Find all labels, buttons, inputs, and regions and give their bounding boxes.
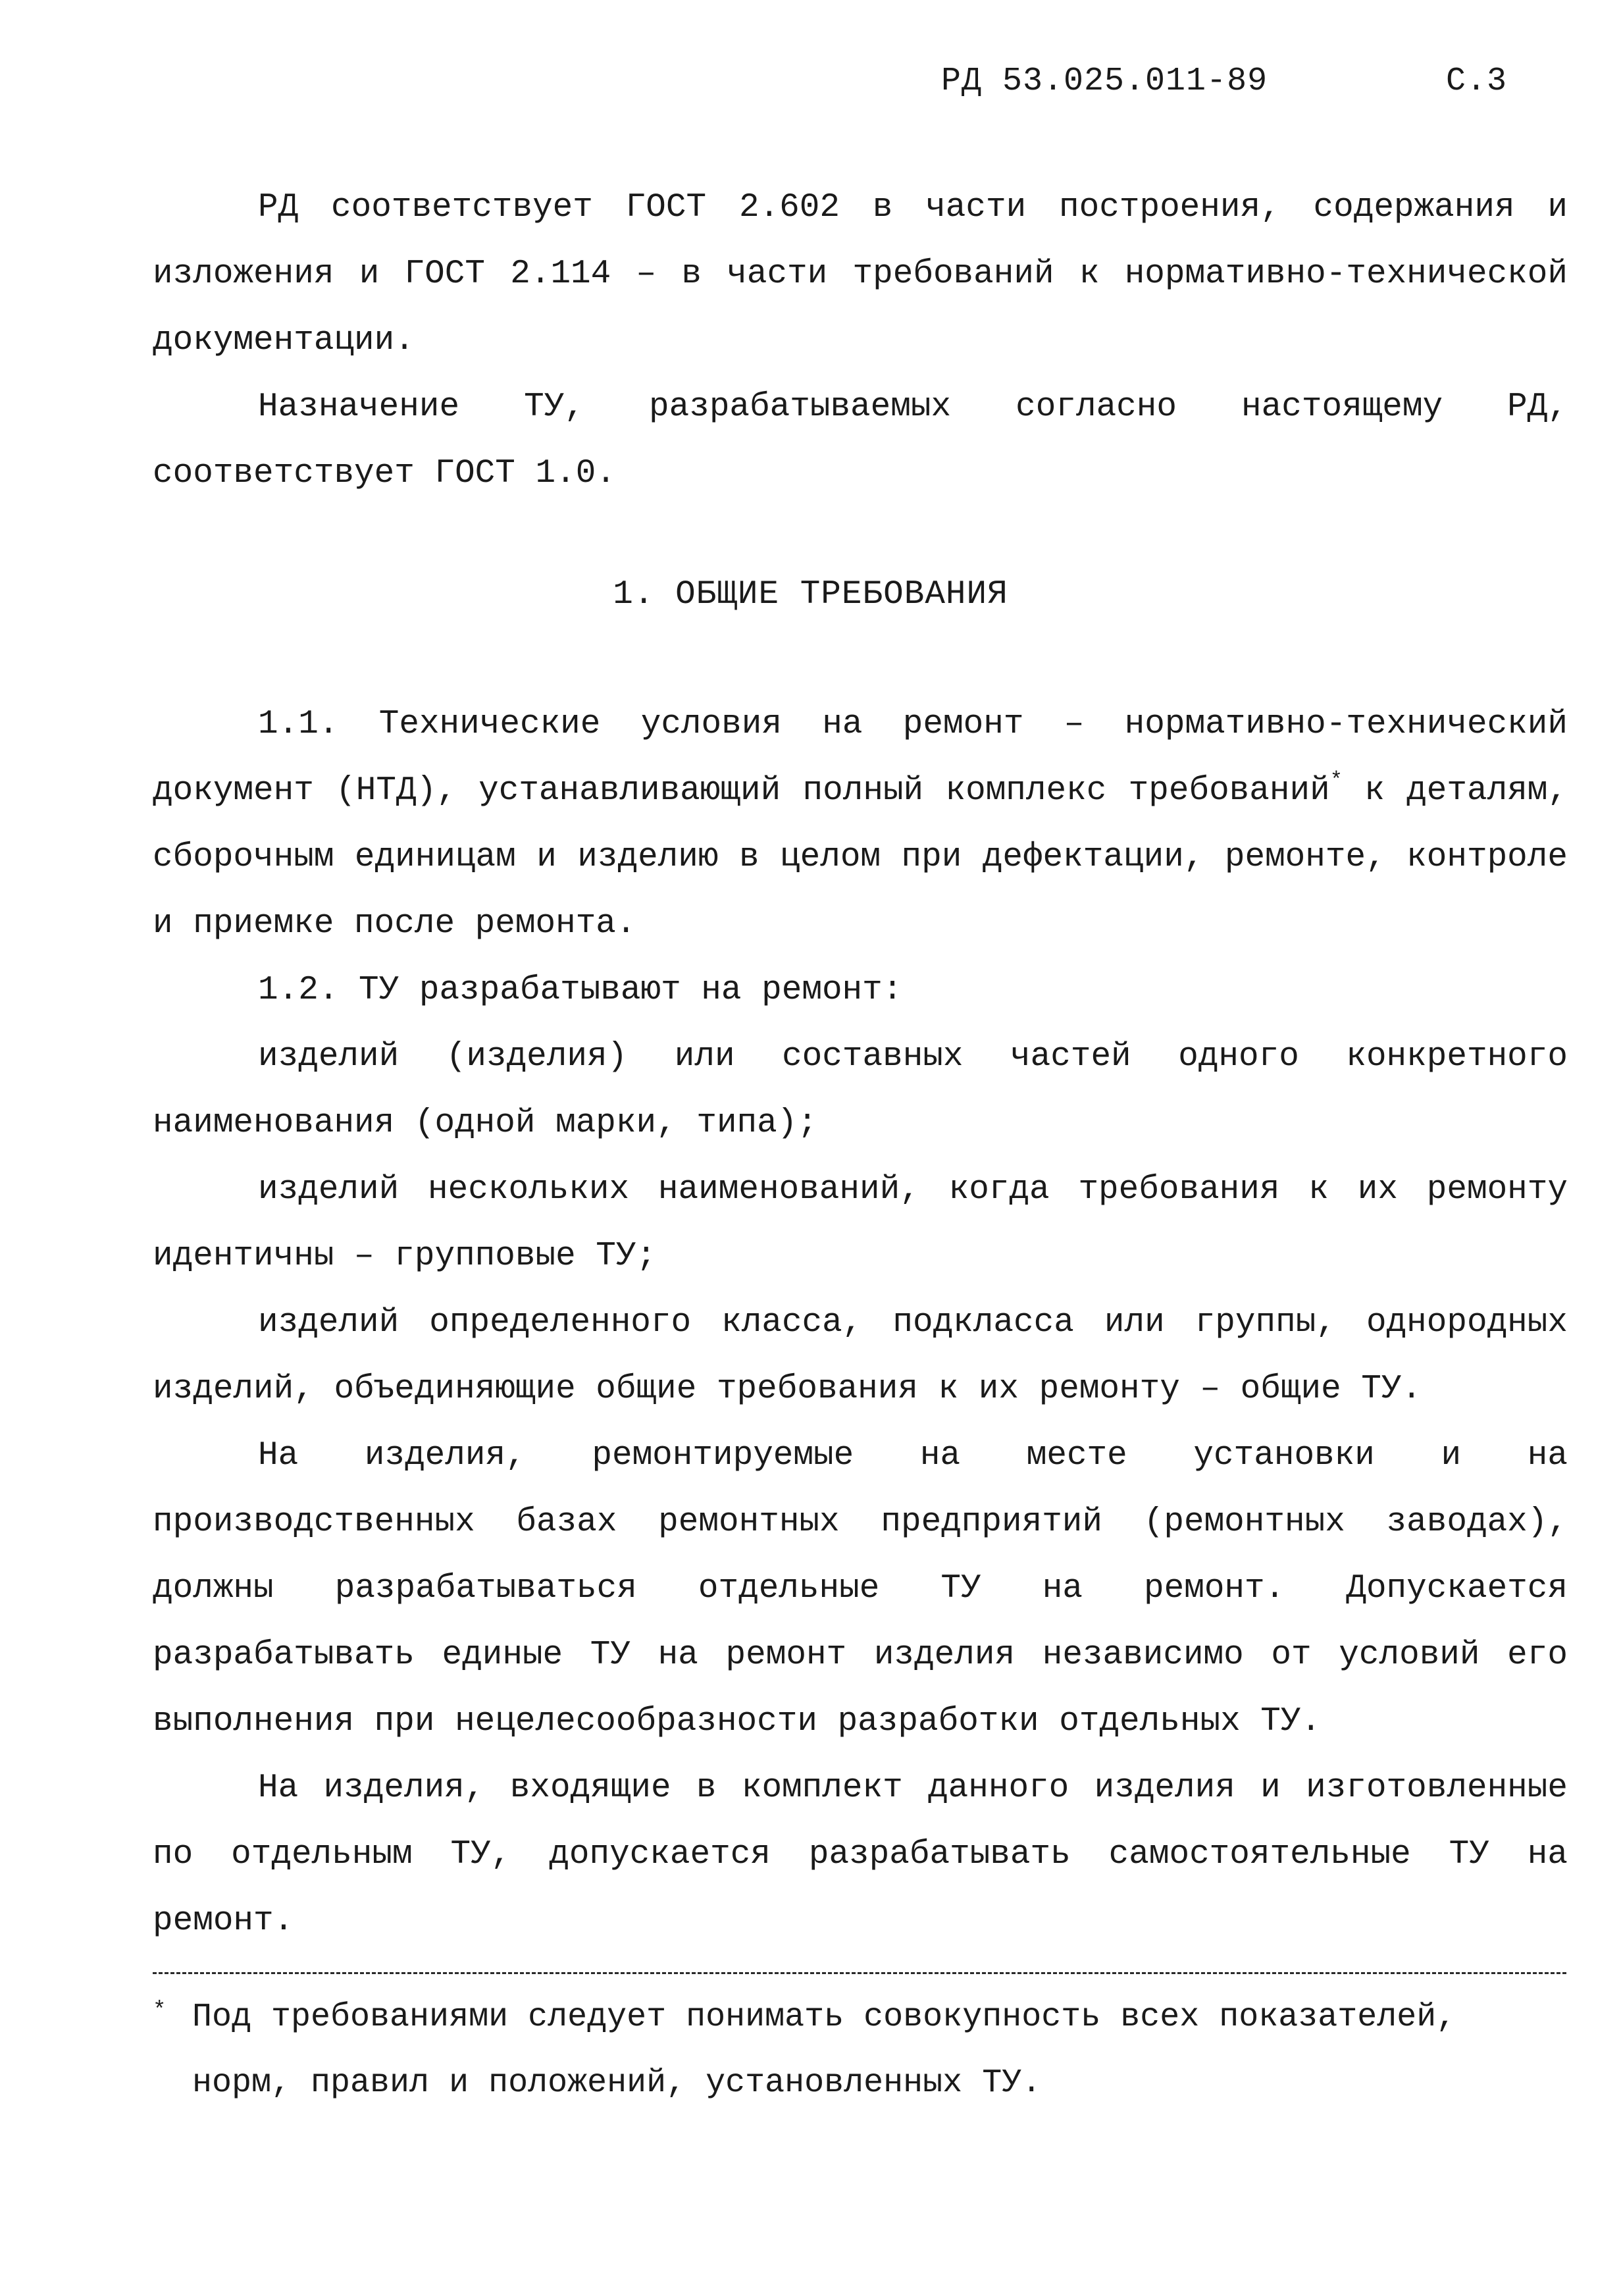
clause-1-1-text-continued: к деталям, сборочным единицам и изделию в целом при дефектации, ремонте, контроле и приемке после ремонта.: [153, 772, 1568, 943]
list-item-group-specs: изделий нескольких наименований, когда требования к их ремонту идентичны – групповые ТУ;: [153, 1171, 1568, 1275]
clause-1-1: [153, 691, 1568, 957]
page-header: [941, 63, 1507, 109]
footnote: [153, 1985, 1568, 2116]
page-number: С.3: [1445, 63, 1507, 100]
intro-paragraph-standards: РД соответствует ГОСТ 2.602 в части построения, содержания и изложения и ГОСТ 2.114 – в части требований к нормативно-технической документации.: [153, 189, 1568, 359]
clause-1-1-text: 1.1. Технические условия на ремонт – нормативно-технический документ (НТД), устанавливающий полный комплекс требований: [153, 706, 1568, 810]
intro-paragraph-purpose: Назначение ТУ, разрабатываемых согласно настоящему РД, соответствует ГОСТ 1.0.: [153, 388, 1568, 492]
section-title: 1. ОБЩИЕ ТРЕБОВАНИЯ: [613, 576, 1008, 613]
document-code: РД 53.025.011-89: [941, 63, 1268, 100]
footnote-divider: [153, 1972, 1566, 1974]
footnote-mark: *: [153, 1998, 167, 2023]
clause-1-2: 1.2. ТУ разрабатывают на ремонт:: [258, 972, 903, 1009]
paragraph-installation-site-repair: На изделия, ремонтируемые на месте установки и на производственных базах ремонтных предприятий (ремонтных заводах), должны разрабатываться отдельные ТУ на ремонт. Допускается разрабатывать единые ТУ на ремонт изделия независимо от условий его выполнения при нецелесообразности разработки отдельных ТУ.: [153, 1437, 1568, 1740]
footnote-reference-mark: *: [1329, 768, 1343, 793]
paragraph-kit-components: На изделия, входящие в комплект данного изделия и изготовленные по отдельным ТУ, допускается разрабатывать самостоятельные ТУ на ремонт.: [153, 1769, 1568, 1940]
list-item-single-product: изделий (изделия) или составных частей одного конкретного наименования (одной марки, типа);: [153, 1038, 1568, 1142]
list-item-general-specs: изделий определенного класса, подкласса или группы, однородных изделий, объединяющие общие требования к их ремонту – общие ТУ.: [153, 1304, 1568, 1408]
intro-block: [153, 174, 1568, 507]
footnote-text: Под требованиями следует понимать совокупность всех показателей, норм, правил и положений, установленных ТУ.: [192, 1998, 1456, 2102]
main-text: [153, 691, 1568, 1954]
